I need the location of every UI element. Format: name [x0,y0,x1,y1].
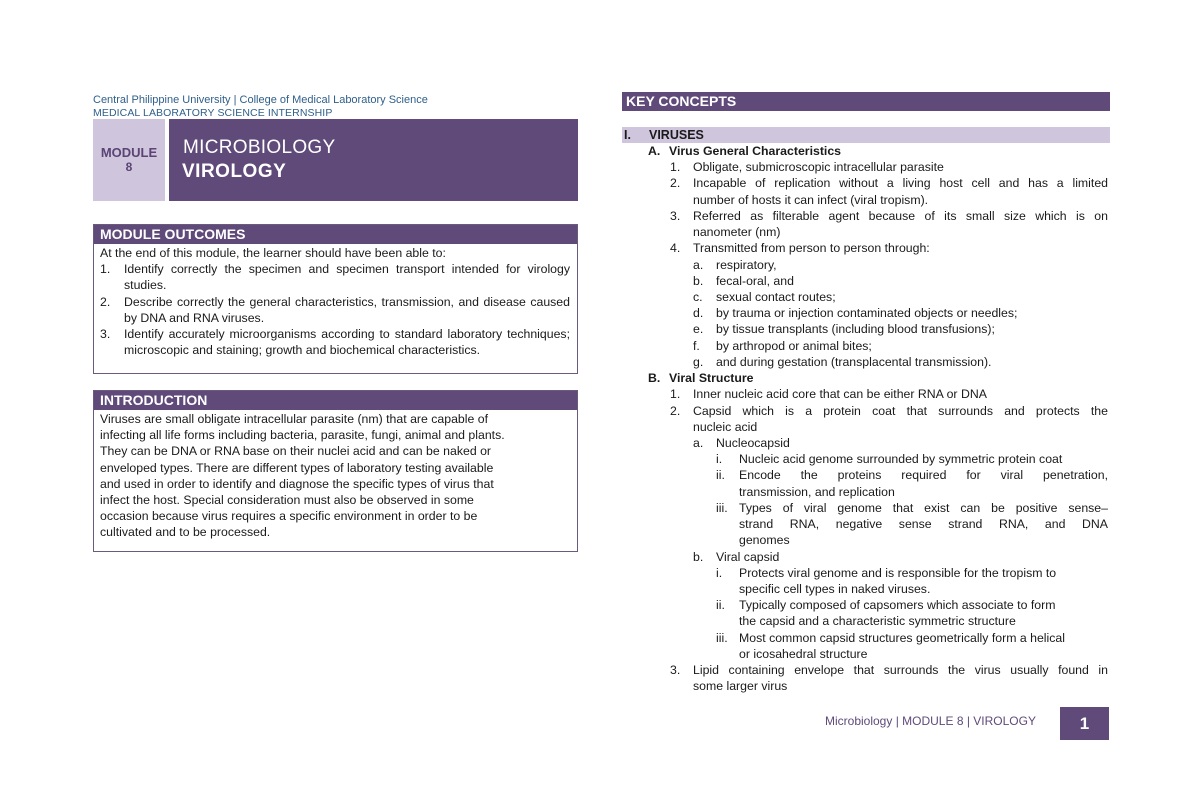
outcome-number: 3. [100,327,111,342]
module-outcomes-body [94,244,577,361]
section-bar [622,127,1110,143]
footer-text: Microbiology | MODULE 8 | VIROLOGY [825,714,1036,728]
outline-marker: d. [693,306,704,321]
introduction-body [94,410,577,544]
outline-text: specific cell types in naked viruses. [739,581,931,596]
key-concepts-heading: KEY CONCEPTS [622,92,1110,111]
outline-marker: 3. [670,208,681,223]
outline-text: and during gestation (transplacental transmission). [716,354,992,369]
university-line: Central Philippine University | College of Medical Laboratory Science [93,94,428,106]
module-outcomes-panel [93,224,578,374]
intro-line: enveloped types. There are different types of laboratory testing available [100,460,494,475]
outline-text: Protects viral genome and is responsible for the tropism to [739,565,1057,580]
intro-line: cultivated and to be processed. [100,525,271,540]
module-badge [93,119,165,201]
module-outcomes-heading: MODULE OUTCOMES [94,225,577,244]
outline-text: Incapable of replication without a living host cell and has a limited [693,176,1108,191]
outline-text: Transmitted from person to person through: [693,241,930,256]
outcome-item [100,294,570,326]
outline-marker: a. [693,435,704,450]
outline-text: some larger virus [693,679,788,694]
outcome-number: 2. [100,294,111,309]
outline-marker: c. [693,289,703,304]
module-number: 8 [125,160,133,174]
outline-text: by arthropod or animal bites; [716,338,872,353]
outline-marker: ii. [716,468,725,483]
program-line: MEDICAL LABORATORY SCIENCE INTERNSHIP [93,107,333,119]
outline-text: the capsid and a characteristic symmetric structure [739,614,1016,629]
outline-text: Encode the proteins required for viral penetration, [739,468,1108,483]
outline-marker: b. [693,549,704,564]
section-number: I. [624,128,631,142]
outline-marker: A. [648,144,661,158]
outline-marker: 3. [670,663,681,678]
outline-text: nanometer (nm) [693,225,781,240]
outline-marker: g. [693,354,704,369]
outline-text: Inner nucleic acid core that can be either RNA or DNA [693,387,987,402]
outcome-item [100,261,570,293]
intro-line: infect the host. Special consideration must also be observed in some [100,493,474,508]
outline-text: fecal-oral, and [716,273,794,288]
outline-marker: a. [693,257,704,272]
outcome-text: Identify correctly the specimen and specimen transport intended for virology studies. [124,262,570,293]
course-title: MICROBIOLOGY [183,137,336,158]
outline-marker: iii. [716,630,728,645]
outline-marker: ii. [716,598,725,613]
outline-text: Obligate, submicroscopic intracellular parasite [693,160,944,175]
outline-marker: b. [693,273,704,288]
intro-line: Viruses are small obligate intracellular parasite (nm) that are capable of [100,412,489,426]
introduction-heading: INTRODUCTION [94,391,577,410]
outline-marker: 1. [670,387,681,402]
intro-line: infecting all life forms including bacteria, parasite, fungi, animal and plants. [100,428,505,443]
outline-text: sexual contact routes; [716,289,836,304]
outline-text: Capsid which is a protein coat that surrounds and protects the [693,403,1108,418]
outline-text: Viral capsid [716,549,780,564]
outline-marker: i. [716,565,723,580]
outline-text: Nucleocapsid [716,435,790,450]
outline-marker: 4. [670,241,681,256]
outcome-number: 1. [100,262,111,277]
outline-text: by trauma or injection contaminated objects or needles; [716,306,1018,321]
section-title: VIRUSES [649,128,704,142]
title-banner [169,119,578,201]
module-label: MODULE [100,145,158,160]
outline-text: Lipid containing envelope that surrounds the virus usually found in [693,663,1108,678]
outline-text: number of hosts it can infect (viral tropism). [693,192,929,207]
outline-marker: i. [716,452,723,467]
outline-text: transmission, and replication [739,484,895,499]
topic-title: VIROLOGY [182,161,287,182]
introduction-panel [93,390,578,552]
outline-marker: 2. [670,403,681,418]
outline-marker: 2. [670,176,681,191]
outline-marker: iii. [716,500,728,515]
outcome-item [100,326,570,358]
outline-marker: e. [693,322,704,337]
outline-marker: 1. [670,160,681,175]
outline-text: Virus General Characteristics [669,144,842,158]
intro-line: occasion because virus requires a specific environment in order to be [100,509,478,524]
outline-text: Nucleic acid genome surrounded by symmetric protein coat [739,452,1063,467]
outline-marker: f. [693,338,700,353]
outcome-text: Identify accurately microorganisms according to standard laboratory techniques; microscopic and staining; growth and biochemical characteristics. [124,327,570,358]
outcomes-intro: At the end of this module, the learner should have been able to: [100,246,446,260]
outline-text: respiratory, [716,257,777,272]
outline-text: nucleic acid [693,419,758,434]
outline-text: Typically composed of capsomers which associate to form [739,598,1056,613]
outline-text: Most common capsid structures geometrically form a helical [739,630,1065,645]
outcome-text: Describe correctly the general characteristics, transmission, and disease caused by DNA and RNA viruses. [124,294,570,325]
outline-text: Referred as filterable agent because of its small size which is on [693,208,1108,223]
intro-line: and used in order to identify and diagnose the specific types of virus that [100,476,494,491]
outline-text: by tissue transplants (including blood transfusions); [716,322,995,337]
outline-text: or icosahedral structure [739,646,868,661]
intro-line: They can be DNA or RNA base on their nuclei acid and can be naked or [100,444,492,459]
outline-text: Viral Structure [669,371,754,386]
outline-text: genomes [739,533,790,548]
outline-text: strand RNA, negative sense strand RNA, and DNA [739,517,1108,532]
outline-text: Types of viral genome that exist can be positive sense– [739,500,1108,515]
outline-marker: B. [648,371,661,386]
page-number: 1 [1060,707,1109,740]
